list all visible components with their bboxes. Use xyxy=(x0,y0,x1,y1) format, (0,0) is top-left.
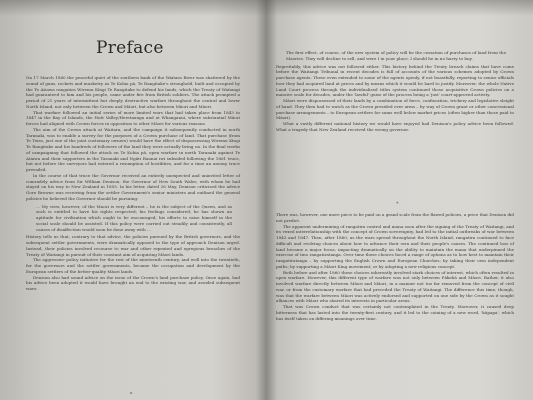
paragraph: Both before and after 1860 these choices inherently involved stark choices of interest, which often resulted in open warfare. However, this different type of warfare was not only between Pākehā and Māori. Rather, it also involved warfare directly between Māori and Māori, in a manner not too far removed from the concept of civil war, or from the customary warfare that had preceded the Treaty of Waitangi. The difference this time, though, was that the warfare between Māori was actively endorsed and supported on one side by the Crown as it sought alliances with Māori who shared its interests in particular areas. xyxy=(276,269,514,304)
paragraph: History tells us that, contrary to that advice, the policies pursued by the British governors, and the subsequent settler governments, were dramatically opposed to the type of approach Denison urged. Instead, their policies involved recourse to war and other repeated and egregious breaches of the Treaty of Waitangi in pursuit of their constant aim of acquiring Māori lands. xyxy=(26,234,240,257)
block-quote: ... My view, however, of the Maori is very different – he is the subject of the Queen, and as such is entitled to have his rights respected; his feelings considered; he has shown an aptitude for civilization which ought to be encouraged; his efforts to raise himself in the social scale should be assisted. If this policy were carried out steadily and consistently, all causes of disaffection would soon be done away with ... xyxy=(36,203,232,232)
paragraph: What a vastly different national history we would have enjoyed had Denison's policy advice been followed. What a tragedy that New Zealand received the wrong governor. xyxy=(276,121,514,132)
paragraph: The aim of the Crown attack at Waitara, and the campaign it subsequently conducted in north Taranaki, was to enable a survey for the purposes of a Crown purchase of land. That purchase (from Te Teira, just one of the joint customary owners) would have the effect of dispossessing Wiremu Kīngi Te Rangitake and his hundreds of followers of the land they were actually living on. In the final weeks of campaigning that followed the attack on Te Kohia pā, open warfare in north Taranaki against Te Atiawa and their supporters in the Taranaki and Ngāti Ruanui iwi subsided following the 1861 truce, but not before the surveyors had entered a resumption of hostilities, and for a time an uneasy truce prevailed. xyxy=(26,126,240,172)
paragraph: The apparent undermining of rangatira control and mana soon after the signing of the Treaty of Waitangi, and its vexed interrelationship with the concept of Crown sovereignty, had led to the initial outbreaks of war between 1843 and 1847. Then, after 1860, as the wars spread throughout the North Island, rangatira continued to face difficult and evolving choices about how to advance their own and their people's causes. The continued loss of land became a major focus, impacting dramatically on the ability to maintain the mana that underpinned the exercise of tino rangatiratanga. Over time these choices faced a range of options as to how best to maintain their rangatiratanga – by supporting the English Crown and European Churches; by taking their own independent paths; by supporting a Māori King movement; or by adopting a new religious concept. xyxy=(276,223,514,269)
right-body-text xyxy=(276,50,514,133)
top-shadow xyxy=(0,0,533,16)
left-body-text xyxy=(26,75,240,292)
paragraph: The aggressive policy initiative for the rest of the nineteenth century, and well into the twentieth, for the governors and the settler governments, became the occupation and development by the European settlers of the better-quality Māori lands. xyxy=(26,257,240,274)
section-separator: * xyxy=(396,201,399,207)
paragraph: Regrettably, this advice was not followed either. This history behind the Treaty breach claims that have come before the Waitangi Tribunal in recent decades is full of accounts of the various schemes adopted by Crown purchase agents. These even extended to some of the agents openly, if not boastfully, reporting to senior officials how they had acquired land at prices and by means which it would be hard to justify. Moreover, the whole Native Land Court process through the individualised titles system continued those acquisitive Crown policies on a massive scale for decades, under the 'lawful' guise of the process being a 'just' court-approved activity. xyxy=(276,63,514,98)
paragraph: On 17 March 1860 the peaceful quiet of the southern bank of the Waitara River was shattered by the sound of guns, rockets and musketry as Te Kohia pā, Te Rangitake's stronghold, built and occupied by the Te Atiawa rangatira Wiremu Kīngi Te Rangitake to defend his lands, which the Treaty of Waitangi had guaranteed to him and his people, came under fire from British soldiers. The attack prompted a period of 21 years of intermittent but deeply destructive warfare throughout the central and lower North Island, not only between the Crown and Māori, but also between Māori and Māori. xyxy=(26,75,240,109)
paragraph: There was, however, one more piece to be paid on a grand scale from the flawed policies, a price that Denison did not predict. xyxy=(276,212,514,223)
right-body-text-2 xyxy=(276,212,514,321)
paragraph: In the course of that truce the Governor received an entirely unexpected and uninvited letter of comradely advice from Sir William Denison, the Governor of New South Wales, with whom he had stayed on his way to New Zealand in 1855. In his letter, dated 26 May, Denison criticised the advice Gore Browne was receiving from the settler Government's senior ministers and outlined the general policies he believed the Governor should be pursuing: xyxy=(26,172,240,201)
paragraph: Māori were dispossessed of their lands by a combination of force, confiscation, trickery and legislative sleight of hand. They then had to watch as the Crown presided over arms – by way of Crown grant or other concessional purchase arrangements – to European settlers for sums well below market prices (often higher than those paid to Māori). xyxy=(276,98,514,121)
paragraph: That was Crown conduct that was certainly not contemplated in the Treaty. Moreover, it caused deep bitterness that has lasted into the twenty-first century, and it led to the coining of a new word, 'kūpapa', which has itself taken on differing meanings over time. xyxy=(276,304,514,321)
paragraph: That warfare followed an initial series of more limited wars that had taken place from 1843 to 1847 in the Bay of Islands, the Hutt Valley/Heretaunga and at Whanganui, where substantial Māori forces had aligned with Crown forces in opposition to other Māori for various reasons. xyxy=(26,109,240,126)
right-page xyxy=(268,0,533,400)
page-title: Preface xyxy=(96,38,164,58)
left-page xyxy=(0,0,264,400)
page-number: x xyxy=(130,390,133,395)
paragraph: Denison also had sound advice on the issue of the Crown's land purchase policy. Once again, had his advice been adopted it would have brought an end to the existing war, and avoided subsequent wars: xyxy=(26,274,240,291)
block-quote: The first effect, of course, of the new system of policy will be the cessation of purchases of land from the Maories. They will decline to sell, and were I in your place, I should be in no hurry to buy. xyxy=(286,50,506,61)
